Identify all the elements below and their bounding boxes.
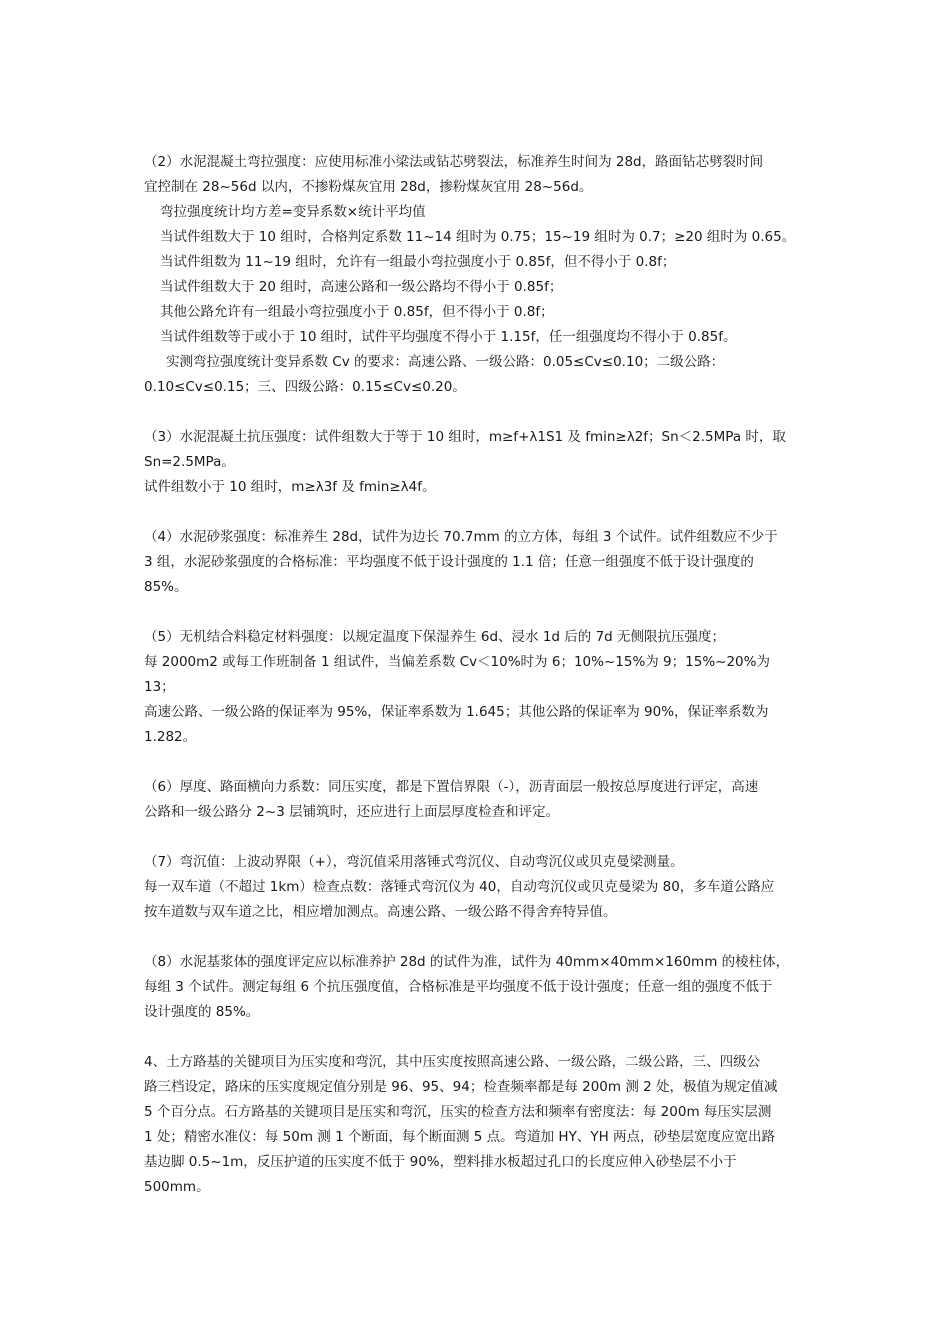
paragraph-line: 试件组数小于 10 组时，m≥λ3f 及 fmin≥λ4f。 bbox=[144, 479, 436, 495]
section-4 bbox=[144, 525, 812, 600]
paragraph-line: 当试件组数等于或小于 10 组时，试件平均强度不得小于 1.15f，任一组强度均不得小于 0.85f。 bbox=[160, 329, 737, 345]
section-3 bbox=[144, 425, 812, 500]
paragraph-line: （3）水泥混凝土抗压强度：试件组数大于等于 10 组时，m≥f+λ1S1 及 fmin≥λ2f；Sn＜2.5MPa 时，取 bbox=[144, 429, 786, 445]
paragraph-line: （2）水泥混凝土弯拉强度：应使用标准小梁法或钻芯劈裂法，标准养生时间为 28d，路面钻芯劈裂时间 bbox=[144, 154, 764, 170]
paragraph-line: 5 个百分点。石方路基的关键项目是压实和弯沉，压实的检查方法和频率有密度法：每 200m 每压实层测 bbox=[144, 1104, 772, 1120]
spacer bbox=[144, 825, 812, 850]
paragraph-line: 实测弯拉强度统计变异系数 Cv 的要求：高速公路、一级公路：0.05≤Cv≤0.10；二级公路： bbox=[166, 354, 725, 370]
paragraph-line: 当试件组数为 11~19 组时，允许有一组最小弯拉强度小于 0.85f，但不得小于 0.8f； bbox=[160, 254, 676, 270]
spacer bbox=[144, 500, 812, 525]
paragraph-line: 4、土方路基的关键项目为压实度和弯沉，其中压实度按照高速公路、一级公路，二级公路，三、四级公 bbox=[144, 1054, 761, 1070]
paragraph-line: （8）水泥基浆体的强度评定应以标准养护 28d 的试件为准，试件为 40mm×40mm×160mm 的棱柱体， bbox=[144, 954, 790, 970]
paragraph-line: 弯拉强度统计均方差=变异系数×统计平均值 bbox=[160, 204, 426, 220]
paragraph-line: 每组 3 个试件。测定每组 6 个抗压强度值，合格标准是平均强度不低于设计强度；任意一组的强度不低于 bbox=[144, 979, 773, 995]
section-5 bbox=[144, 625, 812, 750]
paragraph-line: 3 组，水泥砂浆强度的合格标准：平均强度不低于设计强度的 1.1 倍；任意一组强度不低于设计强度的 bbox=[144, 554, 754, 570]
paragraph-line: 其他公路允许有一组最小弯拉强度小于 0.85f，但不得小于 0.8f； bbox=[160, 304, 554, 320]
paragraph-line: 当试件组数大于 20 组时，高速公路和一级公路均不得小于 0.85f； bbox=[160, 279, 563, 295]
paragraph-line: 公路和一级公路分 2~3 层铺筑时，还应进行上面层厚度检查和评定。 bbox=[144, 804, 560, 820]
section-7 bbox=[144, 850, 812, 925]
section-8 bbox=[144, 950, 812, 1025]
paragraph-line: 1.282。 bbox=[144, 729, 197, 745]
paragraph-line: 基边脚 0.5~1m，反压护道的压实度不低于 90%，塑料排水板超过孔口的长度应伸入砂垫层不小于 bbox=[144, 1154, 737, 1170]
paragraph-line: 每一双车道（不超过 1km）检查点数：落锤式弯沉仪为 40，自动弯沉仪或贝克曼梁为 80，多车道公路应 bbox=[144, 879, 775, 895]
section-roadbed bbox=[144, 1050, 812, 1200]
paragraph-line: 当试件组数大于 10 组时，合格判定系数 11~14 组时为 0.75；15~19 组时为 0.7；≥20 组时为 0.65。 bbox=[160, 229, 796, 245]
paragraph-line: 85%。 bbox=[144, 579, 188, 595]
paragraph-line: Sn=2.5MPa。 bbox=[144, 454, 235, 470]
section-2 bbox=[144, 150, 812, 400]
paragraph-line: 13； bbox=[144, 679, 175, 695]
paragraph-line: 宜控制在 28~56d 以内，不掺粉煤灰宜用 28d，掺粉煤灰宜用 28~56d。 bbox=[144, 179, 593, 195]
paragraph-line: 路三档设定，路床的压实度规定值分别是 96、95、94；检查频率都是每 200m 测 2 处，极值为规定值减 bbox=[144, 1079, 778, 1095]
paragraph-line: （6）厚度、路面横向力系数：同压实度，都是下置信界限（-），沥青面层一般按总厚度进行评定，高速 bbox=[144, 779, 759, 795]
spacer bbox=[144, 750, 812, 775]
spacer bbox=[144, 925, 812, 950]
paragraph-line: 1 处；精密水准仪：每 50m 测 1 个断面，每个断面测 5 点。弯道加 HY、YH 两点，砂垫层宽度应宽出路 bbox=[144, 1129, 776, 1145]
paragraph-line: 高速公路、一级公路的保证率为 95%，保证率系数为 1.645；其他公路的保证率为 90%，保证率系数为 bbox=[144, 704, 769, 720]
paragraph-line: （7）弯沉值：上波动界限（+），弯沉值采用落锤式弯沉仪、自动弯沉仪或贝克曼梁测量。 bbox=[144, 854, 684, 870]
paragraph-line: 按车道数与双车道之比，相应增加测点。高速公路、一级公路不得舍弃特异值。 bbox=[144, 904, 617, 920]
spacer bbox=[144, 1025, 812, 1050]
document-body bbox=[144, 150, 812, 1200]
paragraph-line: 每 2000m2 或每工作班制备 1 组试件，当偏差系数 Cv＜10%时为 6；10%~15%为 9；15%~20%为 bbox=[144, 654, 770, 670]
paragraph-line: 0.10≤Cv≤0.15；三、四级公路：0.15≤Cv≤0.20。 bbox=[144, 379, 466, 395]
paragraph-line: （4）水泥砂浆强度：标准养生 28d，试件为边长 70.7mm 的立方体，每组 3 个试件。试件组数应不少于 bbox=[144, 529, 778, 545]
spacer bbox=[144, 400, 812, 425]
spacer bbox=[144, 600, 812, 625]
paragraph-line: 设计强度的 85%。 bbox=[144, 1004, 260, 1020]
section-6 bbox=[144, 775, 812, 825]
paragraph-line: （5）无机结合料稳定材料强度：以规定温度下保湿养生 6d、浸水 1d 后的 7d 无侧限抗压强度； bbox=[144, 629, 726, 645]
paragraph-line: 500mm。 bbox=[144, 1179, 210, 1195]
